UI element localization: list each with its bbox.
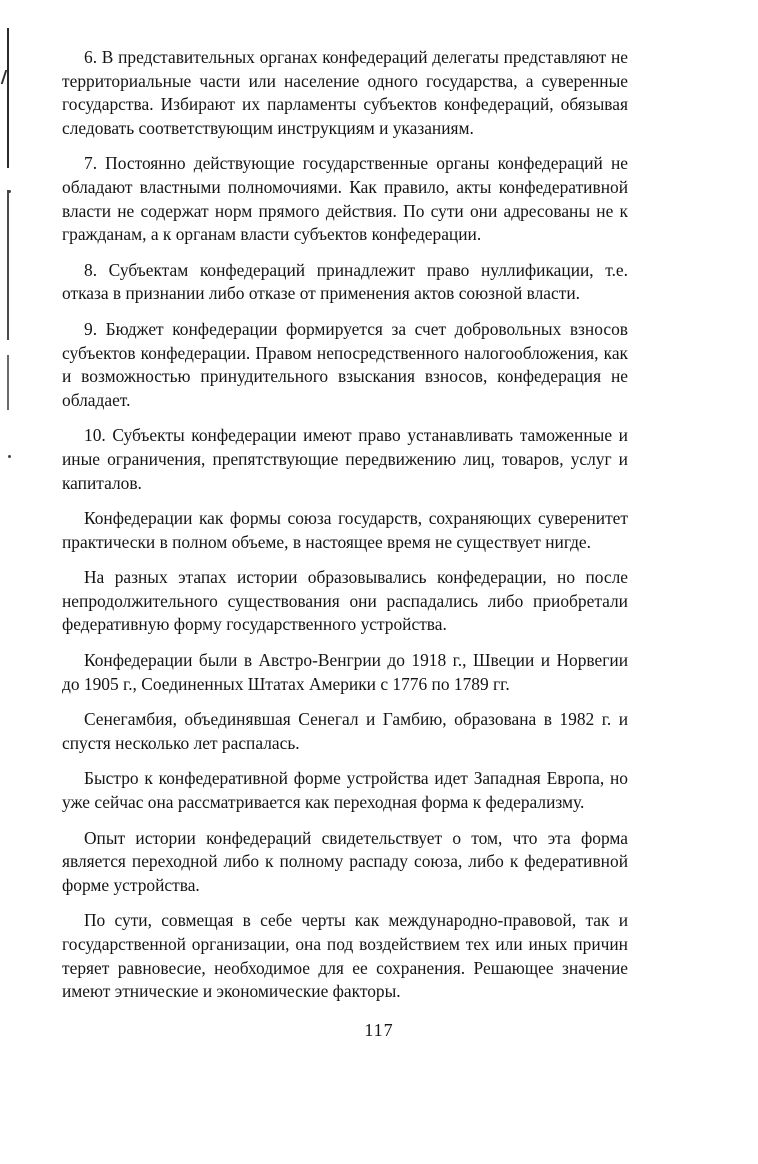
paragraph-item-9: 9. Бюджет конфедерации формируется за счет добровольных взносов субъектов конфедерации. Правом непосредственного налогообложения, как и возможностью принудительного взыскания взносов, конфедерация не обладает. [62,318,628,410]
paragraph-item-6: 6. В представительных органах конфедераций делегаты представляют не территориальные части или население одного государства, а суверенные государства. Избирают их парламенты субъектов конфедераций, обязывая следовать соответствующим инструкциям и указаниям. [62,47,628,138]
paragraph-history-stages: На разных этапах истории образовывались конфедерации, но после непродолжительного существования они распадались либо приобретали федеративную форму государственного устройства. [62,567,628,635]
paragraph-item-10: 10. Субъекты конфедерации имеют право устанавливать таможенные и иные ограничения, препятствующие передвижению лиц, товаров, услуг и капиталов. [62,425,628,493]
scan-edge-line [7,190,9,340]
paragraph-western-europe: Быстро к конфедеративной форме устройства идет Западная Европа, но уже сейчас она рассматривается как переходная форма к федерализму. [62,768,628,813]
paragraph-conclusion: По сути, совмещая в себе черты как международно-правовой, так и государственной организации, она под воздействием тех или иных причин теряет равновесие, необходимое для ее сохранения. Решающее значение имеют этнические и экономические факторы. [62,910,628,1002]
paragraph-item-8: 8. Субъектам конфедераций принадлежит право нуллификации, т.е. отказа в признании либо отказе от применения актов союзной власти. [62,259,628,304]
paragraph-confederation-today: Конфедерации как формы союза государств, сохраняющих суверенитет практически в полном объеме, в настоящее время не существует нигде. [62,508,628,552]
paragraph-senegambia: Сенегамбия, объединявшая Сенегал и Гамбию, образована в 1982 г. и спустя несколько лет распалась. [62,709,628,753]
scan-edge-line [7,355,9,410]
scan-artifact-dot [8,455,11,458]
scan-artifact-dot [8,190,11,193]
paragraph-item-7: 7. Постоянно действующие государственные органы конфедераций не обладают властными полномочиями. Как правило, акты конфедеративной власти не содержат норм прямого действия. По сути они адресованы не к гражданам, а к органам власти субъектов конфедерации. [62,153,628,245]
page-number: 117 [364,1020,394,1040]
paragraph-historical-experience: Опыт истории конфедераций свидетельствует о том, что эта форма является переходной либо к полному распаду союза, либо к федеративной форме устройства. [62,827,628,895]
scan-edge-line [7,28,9,168]
scan-artifact-mark [1,70,18,84]
body-text [62,46,628,1016]
paragraph-examples: Конфедерации были в Австро-Венгрии до 1918 г., Швеции и Норвегии до 1905 г., Соединенных Штатах Америки с 1776 по 1789 гг. [62,650,628,694]
